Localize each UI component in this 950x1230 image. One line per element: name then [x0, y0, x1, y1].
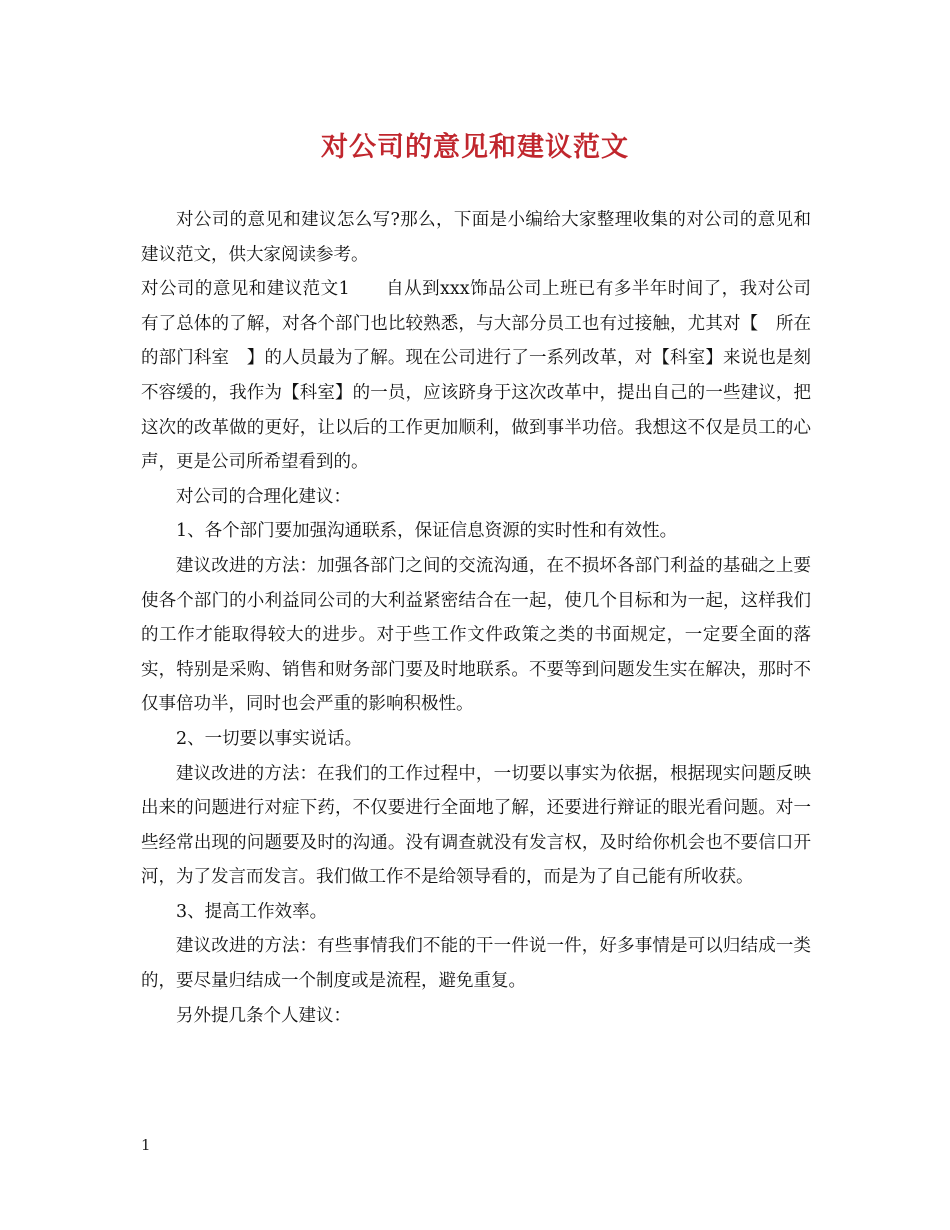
- document-title: 对公司的意见和建议范文: [321, 132, 629, 163]
- suggestion-item-1: 1、各个部门要加强沟通联系，保证信息资源的实时性和有效性。: [176, 521, 678, 542]
- suggestion-method-2: 建议改进的方法：在我们的工作过程中，一切要以事实为依据，根据现实问题反映出来的问题进行对症下药，不仅要进行全面地了解，还要进行辩证的眼光看问题。对一些经常出现的问题要及时的沟通。没有调查就没有发言权，及时给你机会也不要信口开河，为了发言而发言。我们做工作不是给领导看的，而是为了自己能有所收获。: [141, 763, 811, 888]
- suggestion-method-3: 建议改进的方法：有些事情我们不能的干一件说一件，好多事情是可以归结成一类的，要尽量归结成一个制度或是流程，避免重复。: [141, 936, 811, 992]
- intro-paragraph: 对公司的意见和建议怎么写?那么，下面是小编给大家整理收集的对公司的意见和建议范文，供大家阅读参考。: [141, 210, 811, 265]
- page-number: 1: [141, 1136, 151, 1154]
- suggestion-item-2: 2、一切要以事实说话。: [176, 728, 363, 749]
- suggestions-heading: 对公司的合理化建议：: [176, 486, 351, 507]
- document-body: [141, 203, 811, 1033]
- personal-suggestions-heading: 另外提几条个人建议：: [176, 1005, 351, 1026]
- suggestion-item-3: 3、提高工作效率。: [176, 901, 328, 922]
- suggestion-method-1: 建议改进的方法：加强各部门之间的交流沟通，在不损坏各部门利益的基础之上要使各个部门的小利益同公司的大利益紧密结合在一起，使几个目标和为一起，这样我们的工作才能取得较大的进步。对于些工作文件政策之类的书面规定，一定要全面的落实，特别是采购、销售和财务部门要及时地联系。不要等到问题发生实在解决，那时不仅事倍功半，同时也会严重的影响积极性。: [141, 555, 811, 715]
- sample-one-paragraph: 对公司的意见和建议范文1 自从到xxx饰品公司上班已有多半年时间了，我对公司有了总体的了解，对各个部门也比较熟悉，与大部分员工也有过接触，尤其对【 所在的部门科室 】的人员最为了解。现在公司进行了一系列改革，对【科室】来说也是刻不容缓的，我作为【科室】的一员，应该跻身于这次改革中，提出自己的一些建议，把这次的改革做的更好，让以后的工作更加顺利，做到事半功倍。我想这不仅是员工的心声，更是公司所希望看到的。: [141, 279, 811, 473]
